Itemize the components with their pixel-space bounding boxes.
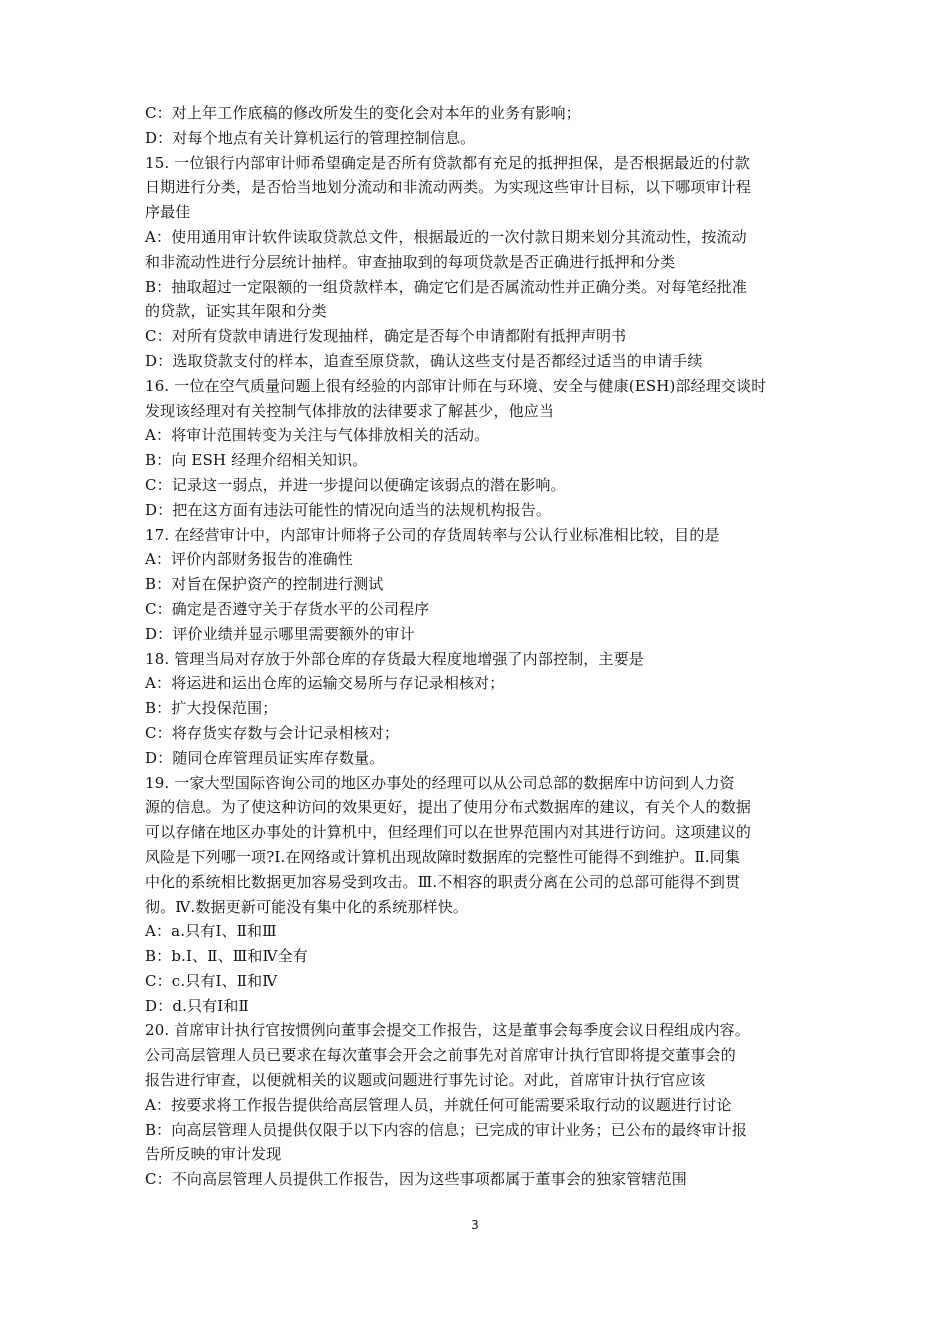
text-line: 的贷款，证实其年限和分类 — [145, 302, 327, 321]
text-line: 公司高层管理人员已要求在每次董事会开会之前事先对首席审计执行官即将提交董事会的 — [145, 1046, 736, 1065]
text-line: C：c.只有Ⅰ、Ⅱ和Ⅳ — [145, 971, 278, 990]
text-line: B：抽取超过一定限额的一组贷款样本，确定它们是否属流动性并正确分类。对每笔经批准 — [145, 277, 748, 296]
text-line: A：将运进和运出仓库的运输交易所与存记录相核对； — [145, 674, 505, 693]
text-line: 18. 管理当局对存放于外部仓库的存货最大程度地增强了内部控制，主要是 — [145, 649, 644, 668]
text-line: D：d.只有Ⅰ和Ⅱ — [145, 996, 249, 1015]
text-line: 可以存储在地区办事处的计算机中，但经理们可以在世界范围内对其进行访问。这项建议的 — [145, 823, 752, 842]
page-number: 3 — [471, 1218, 479, 1232]
text-line: C：将存货实存数与会计记录相核对； — [145, 723, 400, 742]
text-line: 报告进行审查，以便就相关的议题或问题进行事先讨论。对此，首席审计执行官应该 — [145, 1071, 706, 1090]
text-line: 彻。Ⅳ.数据更新可能没有集中化的系统那样快。 — [145, 897, 469, 916]
text-line: C：对所有贷款申请进行发现抽样，确定是否每个申请都附有抵押声明书 — [145, 327, 627, 346]
text-line: 发现该经理对有关控制气体排放的法律要求了解甚少，他应当 — [145, 401, 555, 420]
text-line: D：把在这方面有违法可能性的情况向适当的法规机构报告。 — [145, 500, 552, 519]
text-line: 告所反映的审计发现 — [145, 1145, 282, 1164]
text-line: B：b.I、Ⅱ、Ⅲ和Ⅳ全有 — [145, 947, 308, 966]
text-line: 20. 首席审计执行官按惯例向董事会提交工作报告，这是董事会每季度会议日程组成内容。 — [145, 1021, 750, 1040]
text-line: C：不向高层管理人员提供工作报告，因为这些事项都属于董事会的独家管辖范围 — [145, 1170, 687, 1189]
text-line: A：将审计范围转变为关注与气体排放相关的活动。 — [145, 426, 490, 445]
text-line: B：向 ESH 经理介绍相关知识。 — [145, 451, 368, 470]
text-line: 序最佳 — [145, 203, 191, 222]
text-line: 15. 一位银行内部审计师希望确定是否所有贷款都有充足的抵押担保，是否根据最近的付款 — [145, 153, 750, 172]
text-line: 和非流动性进行分层统计抽样。审查抽取到的每项贷款是否正确进行抵押和分类 — [145, 252, 676, 271]
text-line: B：对旨在保护资产的控制进行测试 — [145, 575, 384, 594]
text-line: D：对每个地点有关计算机运行的管理控制信息。 — [145, 128, 476, 147]
text-line: D：随同仓库管理员证实库存数量。 — [145, 748, 385, 767]
text-line: B：扩大投保范围； — [145, 699, 278, 718]
text-line: 风险是下列哪一项?I.在网络或计算机出现故障时数据库的完整性可能得不到维护。Ⅱ.同集 — [145, 847, 741, 866]
text-line: D：评价业绩并显示哪里需要额外的审计 — [145, 624, 415, 643]
text-line: C：对上年工作底稿的修改所发生的变化会对本年的业务有影响； — [145, 104, 581, 122]
text-line: 源的信息。为了使这种访问的效果更好，提出了使用分布式数据库的建议，有关个人的数据 — [145, 798, 752, 817]
text-line: 17. 在经营审计中，内部审计师将子公司的存货周转率与公认行业标准相比较，目的是 — [145, 525, 720, 544]
text-line: 19. 一家大型国际咨询公司的地区办事处的经理可以从公司总部的数据库中访问到人力资 — [145, 773, 735, 792]
text-line: 中化的系统相比数据更加容易受到攻击。Ⅲ.不相容的职责分离在公司的总部可能得不到贯 — [145, 872, 741, 891]
document-body — [145, 101, 810, 1192]
text-line: 16. 一位在空气质量问题上很有经验的内部审计师在与环境、安全与健康(ESH)部经理交谈时 — [145, 376, 767, 395]
text-line: C：确定是否遵守关于存货水平的公司程序 — [145, 599, 430, 618]
text-line: A：评价内部财务报告的准确性 — [145, 550, 353, 569]
text-line: A：使用通用审计软件读取贷款总文件，根据最近的一次付款日期来划分其流动性，按流动 — [145, 227, 747, 246]
text-line: A：a.只有Ⅰ、Ⅱ和Ⅲ — [145, 922, 277, 941]
text-line: C：记录这一弱点，并进一步提问以便确定该弱点的潜在影响。 — [145, 475, 566, 494]
text-line: B：向高层管理人员提供仅限于以下内容的信息；已完成的审计业务；已公布的最终审计报 — [145, 1120, 748, 1139]
text-line: 日期进行分类，是否恰当地划分流动和非流动两类。为实现这些审计目标，以下哪项审计程 — [145, 178, 752, 197]
text-line: A：按要求将工作报告提供给高层管理人员，并就任何可能需要采取行动的议题进行讨论 — [145, 1095, 732, 1114]
text-line: D：选取贷款支付的样本，追查至原贷款，确认这些支付是否都经过适当的申请手续 — [145, 351, 703, 370]
